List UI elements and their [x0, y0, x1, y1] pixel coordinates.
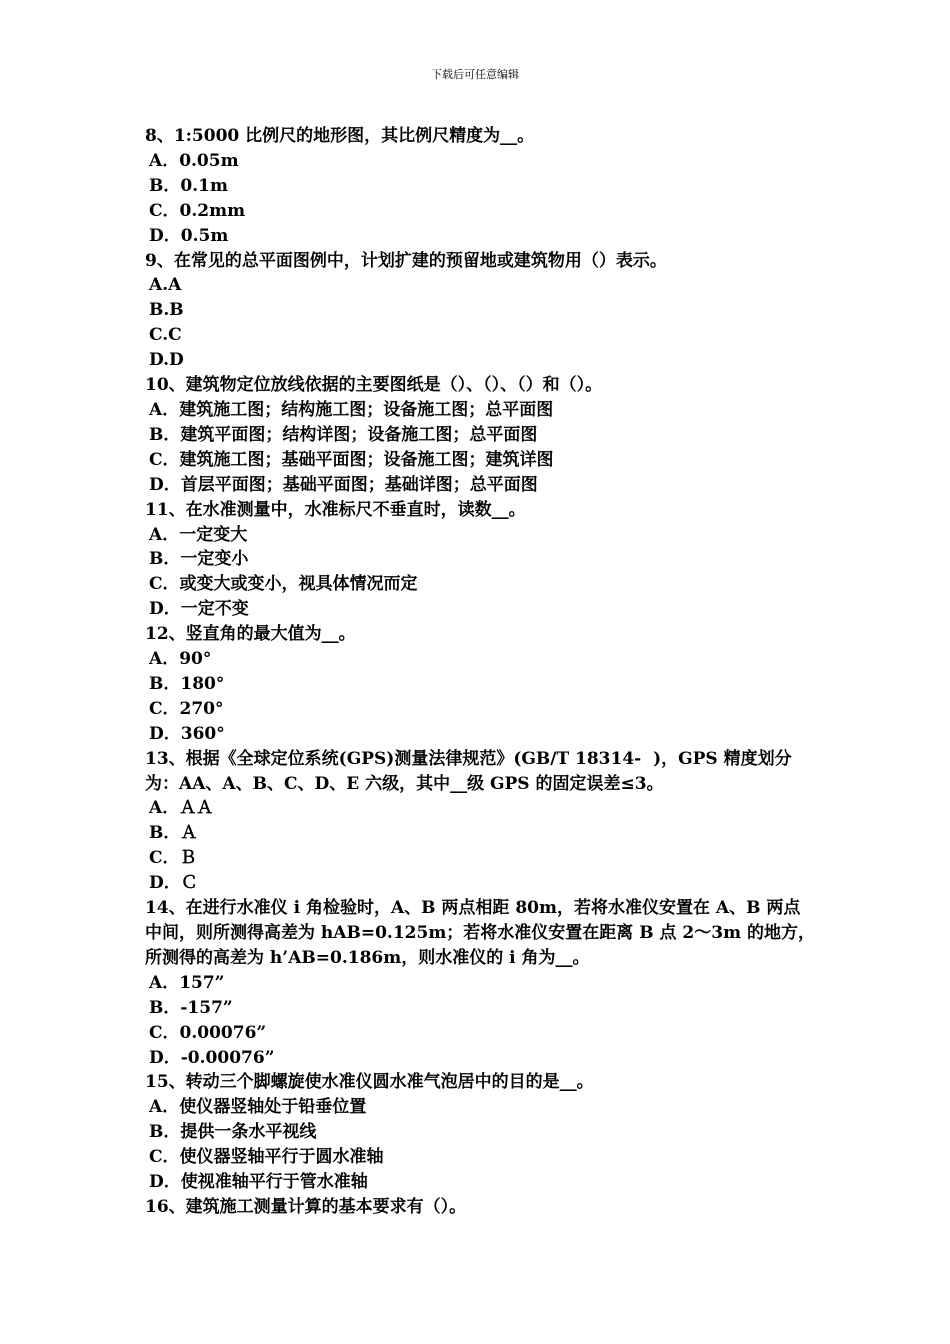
question-block — [145, 1070, 815, 1195]
question-stem: 11、在水准测量中，水准标尺不垂直时，读数__。 — [145, 499, 526, 520]
answer-option: A．一定变大 — [149, 524, 248, 545]
question-block — [145, 124, 815, 249]
answer-option: C.C — [149, 325, 182, 346]
question-stem: 15、转动三个脚螺旋使水准仪圆水准气泡居中的目的是__。 — [145, 1072, 594, 1093]
question-block — [145, 1195, 815, 1220]
question-block — [145, 747, 815, 896]
answer-option: D．360° — [149, 723, 225, 744]
answer-option: A．157” — [149, 972, 225, 993]
answer-option: A．使仪器竖轴处于铅垂位置 — [149, 1097, 367, 1118]
answer-option: A．0.05m — [149, 150, 239, 171]
question-stem: 13、根据《全球定位系统(GPS)测量法律规范》(GB/T 18314- )，GPS 精度划分为：AA、A、B、C、D、E 六级，其中__级 GPS 的固定误差≤3。 — [145, 748, 792, 794]
answer-option: A.A — [149, 275, 182, 296]
question-stem: 12、竖直角的最大值为__。 — [145, 624, 356, 645]
question-block — [145, 622, 815, 747]
answer-option: B.B — [149, 300, 184, 321]
question-stem: 9、在常见的总平面图例中，计划扩建的预留地或建筑物用（）表示。 — [145, 250, 667, 271]
page-header: 下载后可任意编辑 — [431, 68, 519, 81]
answer-option: D．-0.00076” — [149, 1047, 275, 1068]
question-block — [145, 249, 815, 374]
answer-option: C．建筑施工图；基础平面图；设备施工图；建筑详图 — [149, 449, 554, 470]
answer-option: C．或变大或变小，视具体情况而定 — [149, 574, 418, 595]
answer-option: A．ＡＡ — [149, 798, 214, 819]
question-list — [145, 124, 815, 1220]
answer-option: B．一定变小 — [149, 549, 249, 570]
answer-option: B．Ａ — [149, 823, 198, 844]
answer-option: B．0.1m — [149, 175, 228, 196]
answer-option: A．建筑施工图；结构施工图；设备施工图；总平面图 — [149, 399, 554, 420]
answer-option: C．使仪器竖轴平行于圆水准轴 — [149, 1147, 384, 1168]
answer-option: D．0.5m — [149, 225, 229, 246]
answer-option: B．180° — [149, 673, 225, 694]
answer-option: D．使视准轴平行于管水准轴 — [149, 1172, 368, 1193]
answer-option: A．90° — [149, 649, 212, 670]
question-block — [145, 373, 815, 498]
answer-option: B．提供一条水平视线 — [149, 1122, 317, 1143]
question-block — [145, 498, 815, 623]
answer-option: D.D — [149, 350, 184, 371]
answer-option: D．Ｃ — [149, 873, 198, 894]
answer-option: C．270° — [149, 698, 224, 719]
question-stem: 16、建筑施工测量计算的基本要求有（）。 — [145, 1196, 467, 1217]
question-stem: 10、建筑物定位放线依据的主要图纸是（）、（）、（）和（）。 — [145, 375, 603, 396]
answer-option: B．-157” — [149, 997, 233, 1018]
question-stem: 14、在进行水准仪 i 角检验时，A、B 两点相距 80m，若将水准仪安置在 A、B 两点中间，则所测得高差为 hAB=0.125m；若将水准仪安置在距离 B 点 2～3m 的地方，所测得的高差为 h’AB=0.186m，则水准仪的 i 角为__。 — [145, 898, 815, 968]
answer-option: C．Ｂ — [149, 848, 197, 869]
answer-option: B．建筑平面图；结构详图；设备施工图；总平面图 — [149, 424, 538, 445]
answer-option: D．首层平面图；基础平面图；基础详图；总平面图 — [149, 474, 538, 495]
question-block — [145, 896, 815, 1070]
answer-option: C．0.2mm — [149, 200, 246, 221]
answer-option: D．一定不变 — [149, 599, 249, 620]
question-stem: 8、1:5000 比例尺的地形图，其比例尺精度为__。 — [145, 126, 535, 146]
answer-option: C．0.00076” — [149, 1022, 267, 1043]
